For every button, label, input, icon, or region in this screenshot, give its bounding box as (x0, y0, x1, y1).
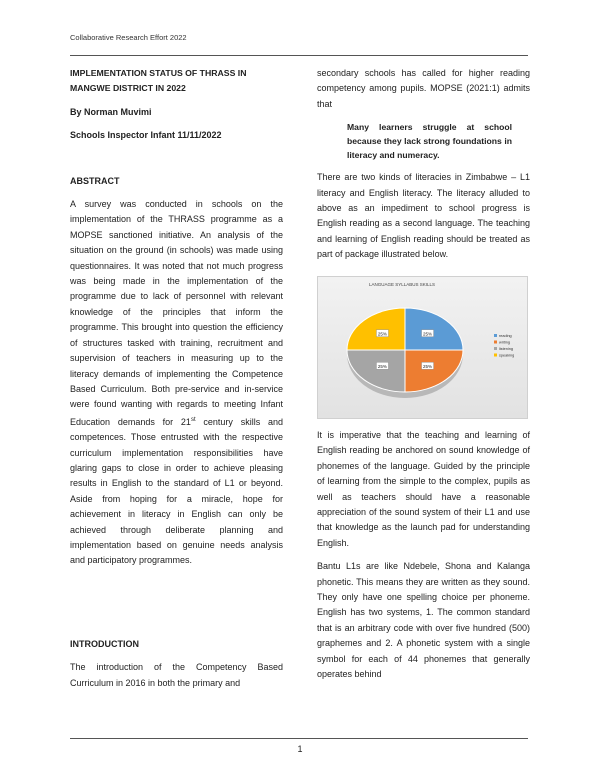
abstract-part-2: century skills and competences. Those entrusted with the respective curriculum implementation responsibilities have glaring gaps to close in order to achieve pleasing results in English to the standard of L1 or beyond. Aside from hoping for a miracle, hope for achievement in literacy in English can only be achieved through deliberate planning and implementation based on genuine needs analysis and participatory programmes. (70, 416, 283, 566)
pie-slice-listening (347, 350, 405, 392)
header-rule (70, 55, 528, 56)
right-column (317, 66, 530, 263)
author-role: Schools Inspector Infant 11/11/2022 (70, 130, 222, 141)
pie-slice-speaking (347, 308, 405, 350)
chart-title: LANGUAGE SYLLABUS SKILLS (368, 282, 436, 287)
legend-label-writing: writing (499, 340, 510, 345)
data-label-listening: 25% (377, 364, 387, 370)
left-column (70, 66, 283, 691)
right-column-lower (317, 428, 530, 683)
pie-chart-svg (318, 277, 527, 418)
abstract-heading: ABSTRACT (70, 175, 120, 186)
data-label-reading: 25% (423, 331, 433, 337)
legend-label-speaking: speaking (499, 353, 515, 358)
intro-heading: INTRODUCTION (70, 638, 139, 649)
legend-swatch-listening (494, 347, 497, 350)
author-line: By Norman Muvimi (70, 106, 152, 117)
legend-label-listening: listening (499, 347, 513, 351)
footer-rule (70, 738, 528, 739)
data-label-speaking: 25% (377, 331, 387, 337)
paper-title: IMPLEMENTATION STATUS OF THRASS IN MANGWE DISTRICT IN 2022 (70, 68, 247, 94)
pie-slice-reading (405, 308, 463, 350)
legend-swatch-reading (494, 334, 497, 337)
abstract-text (70, 197, 283, 569)
legend-swatch-speaking (494, 354, 497, 357)
right-para-2: There are two kinds of literacies in Zimbabwe – L1 literacy and English literacy. The literacy alluded to above as an impediment to school progress is English reading as a second language. The teaching and learning of English reading should be treated as part of package illustrated below. (317, 172, 530, 260)
block-quote: Many learners struggle at school because they lack strong foundations in literacy and numeracy. (347, 122, 512, 161)
abstract-part-1: A survey was conducted in schools on the implementation of the THRASS programme as a MOPSE sanctioned initiative. An analysis of the situation on the ground (in schools) was made using questionnaires. It was noted that not much progress was being made in the implementation of the programme due to lack of personnel with relevant knowledge of the principles that inform the programme. This brought into question the efficiency of structures tasked with training, recruitment and supervision of teachers in measuring up to the literacy demands of implementing the Competence Based Curriculum. Both pre-service and in-service were found wanting with regards to meeting Infant Education demands for 21 (70, 199, 283, 427)
pie-slice-writing (405, 350, 463, 392)
running-header: Collaborative Research Effort 2022 (70, 33, 187, 42)
right-para-3: It is imperative that the teaching and learning of English reading be anchored on sound knowledge of phonemes of the language. Guided by the principle of learning from the simple to the complex, pupils as well as teachers should have a reasonable appreciation of the sound system of their L1 and use that knowledge as the launch pad for understanding English. (317, 430, 530, 548)
data-label-writing: 25% (423, 364, 433, 370)
legend-label-reading: reading (499, 334, 512, 338)
pie-chart-figure (317, 276, 528, 419)
right-para-4: Bantu L1s are like Ndebele, Shona and Kalanga phonetic. This means they are written as they sound. They only have one spelling choice per phoneme. English has two systems, 1. The common standard that is an arbitrary code with over five hundred (500) graphemes and 2. A phonetic system with a single symbol for each of 44 phonemes that generally operates behind (317, 561, 530, 680)
right-para-1: secondary schools has called for higher reading competency among pupils. MOPSE (2021:1) admits that (317, 68, 530, 109)
legend-swatch-writing (494, 341, 497, 344)
page-number: 1 (297, 744, 303, 754)
intro-text: The introduction of the Competency Based Curriculum in 2016 in both the primary and (70, 662, 283, 688)
abstract-superscript: st (190, 416, 196, 423)
